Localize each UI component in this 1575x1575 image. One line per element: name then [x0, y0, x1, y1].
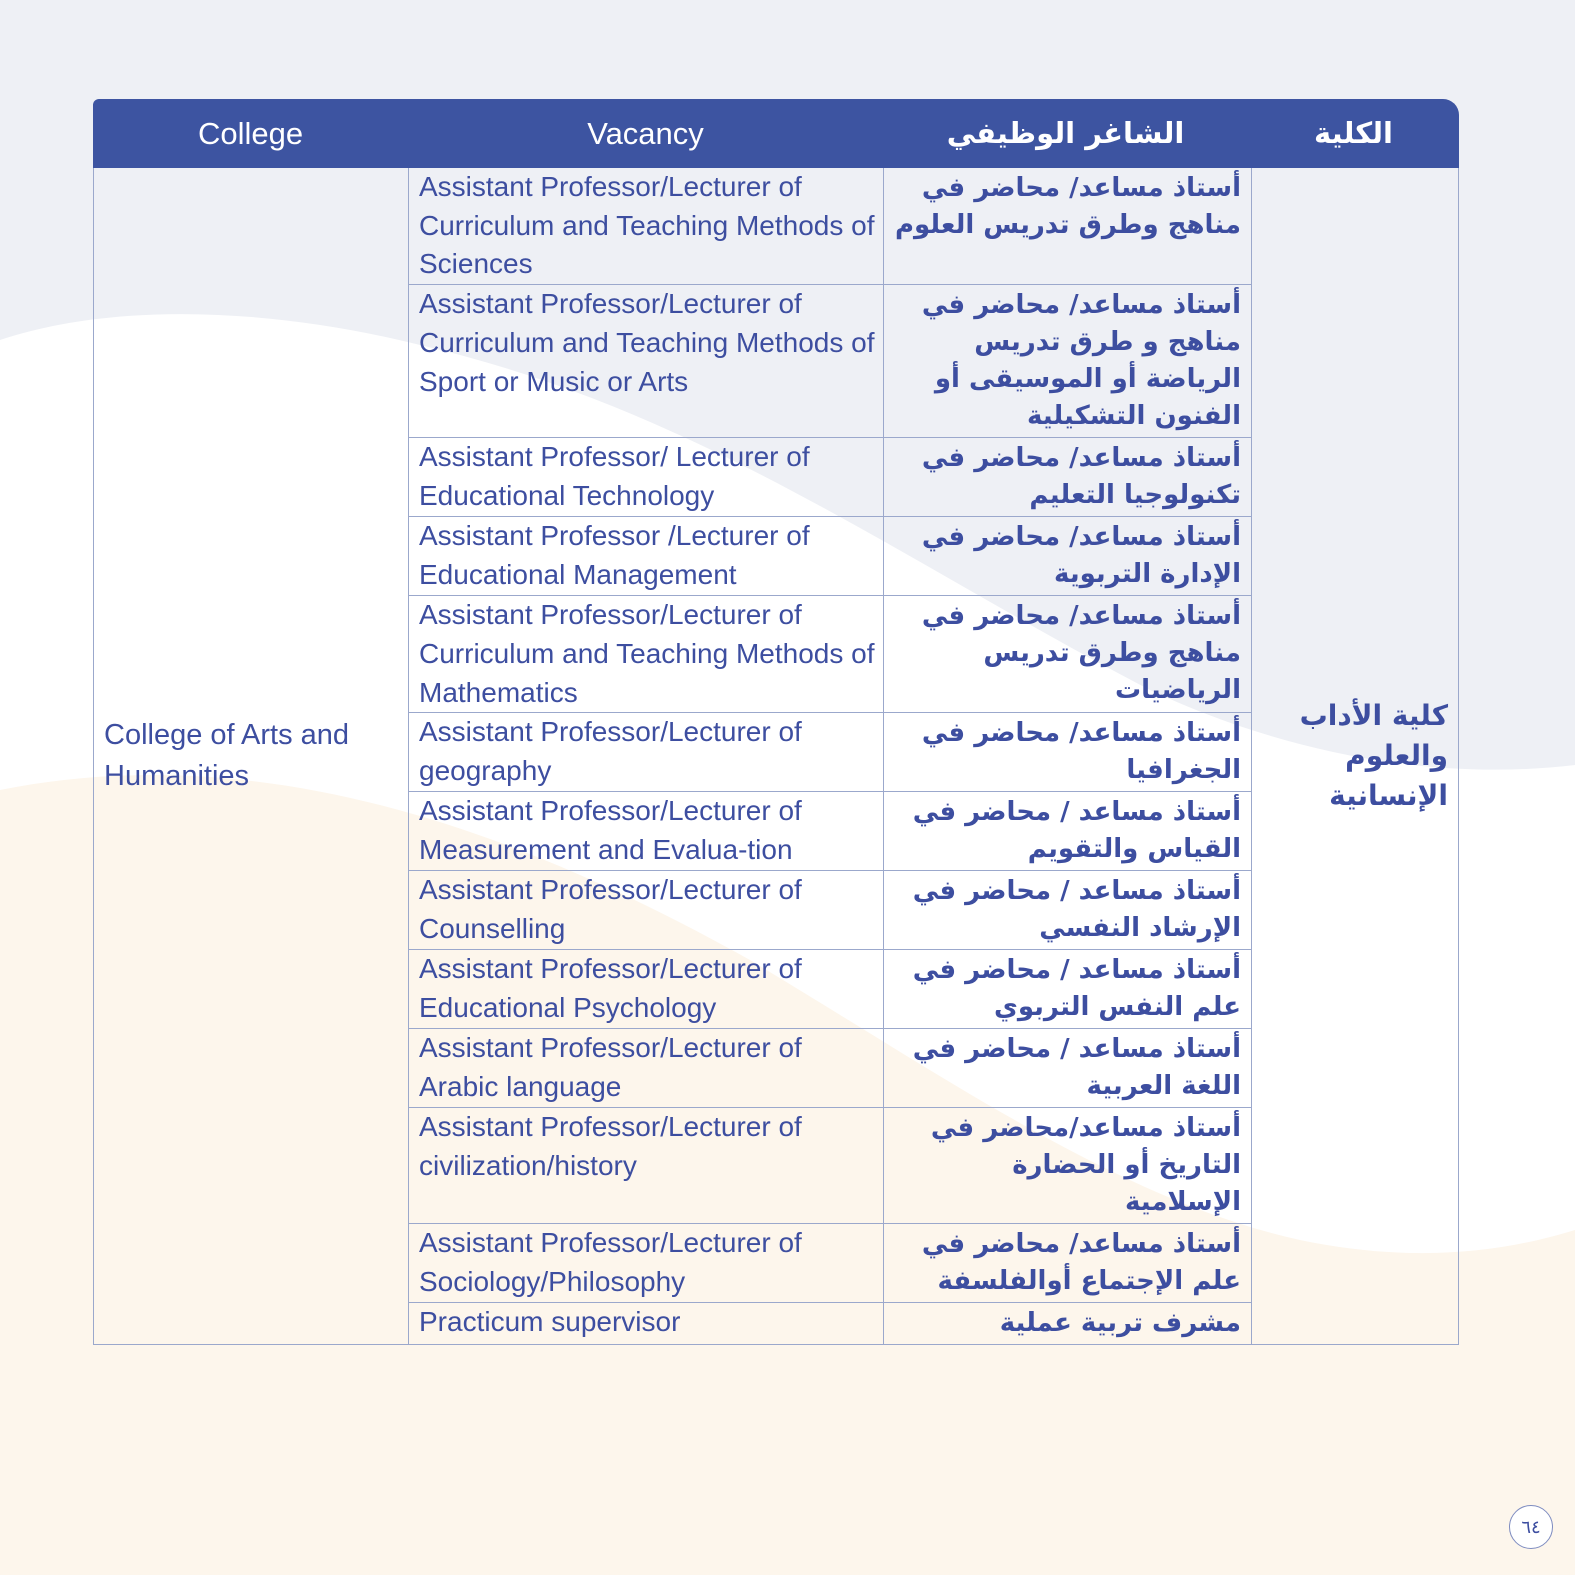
- vacancy-en: Assistant Professor/ Lecturer of Educational Technology: [409, 438, 884, 516]
- college-name-en: College of Arts and Humanities: [94, 168, 409, 1344]
- vacancy-en: Assistant Professor/Lecturer of Curriculum and Teaching Methods of Mathematics: [409, 596, 884, 712]
- vacancy-ar: أستاذ مساعد/ محاضر في مناهج وطرق تدريس الرياضيات: [921, 601, 1241, 706]
- vacancy-en: Assistant Professor/Lecturer of Curriculum and Teaching Methods of Sport or Music or Arts: [409, 285, 884, 437]
- vacancy-en: Assistant Professor/Lecturer of Measurement and Evalua-tion: [409, 792, 884, 870]
- vacancy-ar: أستاذ مساعد/ محاضر في الإدارة التربوية: [921, 522, 1241, 590]
- table-row: [409, 438, 1251, 517]
- table-row: [409, 285, 1251, 438]
- vacancy-ar: أستاذ مساعد / محاضر في علم النفس التربوي: [912, 955, 1241, 1023]
- vacancy-ar: مشرف تربية عملية: [999, 1308, 1241, 1339]
- vacancy-en: Assistant Professor/Lecturer of Curriculum and Teaching Methods of Sciences: [409, 168, 884, 284]
- vacancy-ar: أستاذ مساعد / محاضر في اللغة العربية: [912, 1034, 1241, 1102]
- vacancy-rows: [409, 168, 1251, 1344]
- header-college-ar: الكلية: [1314, 116, 1393, 150]
- vacancy-ar: أستاذ مساعد / محاضر في الإرشاد النفسي: [912, 876, 1241, 944]
- vacancy-en: Assistant Professor /Lecturer of Educational Management: [409, 517, 884, 595]
- table-row: [409, 1303, 1251, 1344]
- vacancy-ar: أستاذ مساعد/ محاضر في تكنولوجيا التعليم: [921, 443, 1241, 511]
- table-row: [409, 871, 1251, 950]
- vacancy-en: Assistant Professor/Lecturer of Educational Psychology: [409, 950, 884, 1028]
- header-college-en: College: [197, 115, 304, 151]
- vacancy-ar: أستاذ مساعد/ محاضر في الجغرافيا: [921, 718, 1241, 786]
- vacancy-en: Practicum supervisor: [409, 1303, 884, 1344]
- college-name-ar: كلية الأداب والعلوم الإنسانية: [1251, 168, 1460, 1344]
- vacancy-ar: أستاذ مساعد/ محاضر في مناهج و طرق تدريس الرياضة أو الموسيقى أو الفنون التشكيلية: [921, 290, 1241, 432]
- vacancy-ar: أستاذ مساعد/ محاضر في مناهج وطرق تدريس العلوم: [894, 173, 1241, 240]
- vacancy-en: Assistant Professor/Lecturer of Sociology/Philosophy: [409, 1224, 884, 1302]
- vacancy-ar: أستاذ مساعد/ محاضر في علم الإجتماع أوالفلسفة: [921, 1229, 1241, 1297]
- vacancy-en: Assistant Professor/Lecturer of Counselling: [409, 871, 884, 949]
- table-body: [93, 168, 1459, 1345]
- header-vacancy-en: Vacancy: [587, 115, 704, 151]
- vacancy-en: Assistant Professor/Lecturer of geography: [409, 713, 884, 791]
- table-row: [409, 517, 1251, 596]
- vacancy-table: [93, 99, 1459, 1345]
- vacancy-ar: أستاذ مساعد / محاضر في القياس والتقويم: [912, 797, 1241, 865]
- table-row: [409, 596, 1251, 713]
- table-row: [409, 1108, 1251, 1224]
- header-vacancy-ar: الشاغر الوظيفي: [946, 116, 1185, 150]
- table-row: [409, 168, 1251, 285]
- table-row: [409, 713, 1251, 792]
- table-row: [409, 1029, 1251, 1108]
- page-number: ٦٤: [1509, 1505, 1553, 1549]
- table-row: [409, 792, 1251, 871]
- vacancy-ar: أستاذ مساعد/محاضر في التاريخ أو الحضارة الإسلامية: [930, 1113, 1241, 1218]
- table-row: [409, 950, 1251, 1029]
- vacancy-en: Assistant Professor/Lecturer of Arabic language: [409, 1029, 884, 1107]
- vacancy-en: Assistant Professor/Lecturer of civilization/history: [409, 1108, 884, 1223]
- table-row: [409, 1224, 1251, 1303]
- table-header: [93, 99, 1459, 168]
